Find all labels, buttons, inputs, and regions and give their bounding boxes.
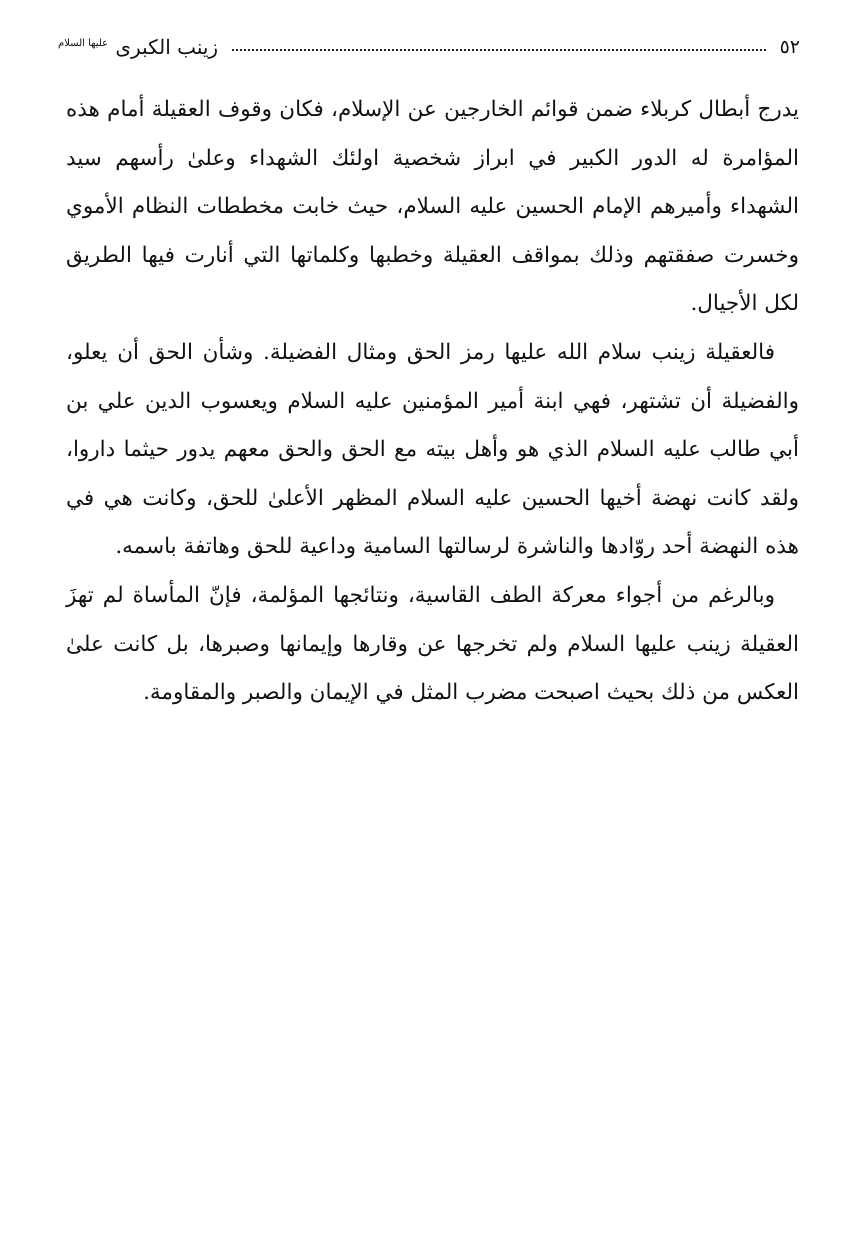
paragraph-3	[66, 572, 799, 718]
body-text	[66, 86, 799, 718]
dot-leader	[232, 49, 765, 51]
page-number: ٥٢	[779, 36, 800, 58]
paragraph-2-text: فالعقيلة زينب سلام الله عليها رمز الحق ومثال الفضيلة. وشأن الحق أن يعلو، والفضيلة أن تشتهر، فهي ابنة أمير المؤمنين عليه السلام ويعسوب الدين علي بن أبي طالب عليه السلام الذي هو وأهل بيته مع الحق والحق معهم يدور حيثما داروا، ولقد كانت نهضة أخيها الحسين عليه السلام المظهر الأعلىٰ للحق، وكانت هي في هذه النهضة أحد روّادها والناشرة لرسالتها السامية وداعية للحق وهاتفة باسمه.	[66, 339, 799, 560]
paragraph-3-text: وبالرغم من أجواء معركة الطف القاسية، ونتائجها المؤلمة، فإنّ المأساة لم تهزَ العقيلة زينب عليها السلام ولم تخرجها عن وقارها وإيمانها وصبرها، بل كانت علىٰ العكس من ذلك بحيث اصبحت مضرب المثل في الإيمان والصبر والمقاومة.	[66, 582, 799, 706]
paragraph-1-text: يدرج أبطال كربلاء ضمن قوائم الخارجين عن الإسلام، فكان وقوف العقيلة أمام هذه المؤامرة له الدور الكبير في ابراز شخصية اولئك الشهداء وعلىٰ رأسهم سيد الشهداء وأميرهم الإمام الحسين عليه السلام، حيث خابت مخططات النظام الأموي وخسرت صفقتهم وذلك بمواقف العقيلة وخطبها وكلماتها التي أنارت فيها الطريق لكل الأجيال.	[66, 97, 799, 317]
running-title	[58, 35, 218, 59]
running-header	[58, 30, 800, 64]
running-title-text: زينب الكبرى	[115, 35, 219, 59]
paragraph-1	[66, 86, 799, 329]
honorific-mark: عليها السلام	[58, 38, 109, 50]
paragraph-2	[66, 329, 799, 572]
